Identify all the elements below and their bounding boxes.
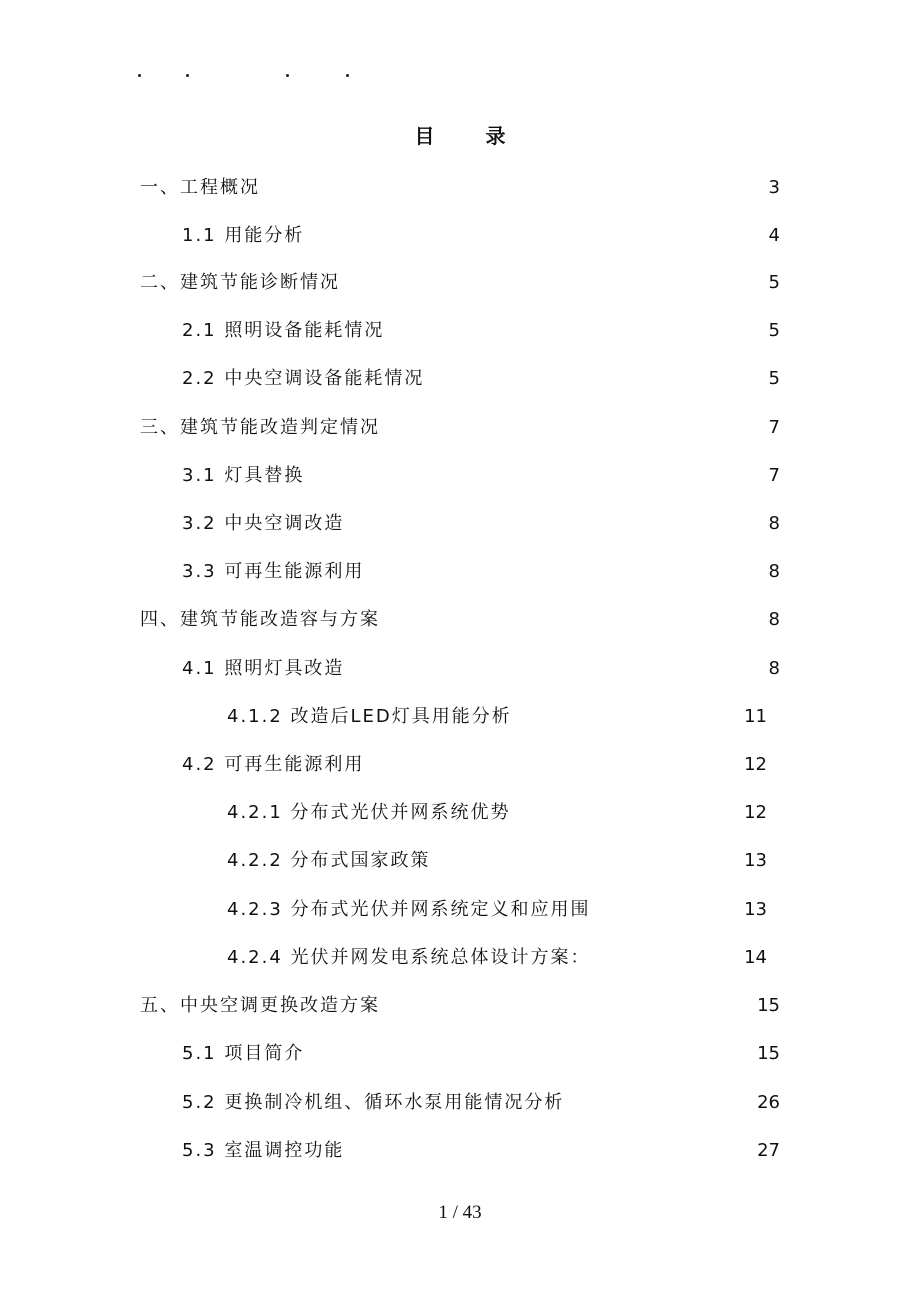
toc-entry-label: 4.2.2 分布式国家政策 [227,850,431,871]
toc-entry-page: 5 [768,368,780,389]
toc-entry[interactable] [182,458,780,488]
toc-entry-page: 15 [757,995,780,1016]
toc-entry[interactable] [182,1085,780,1115]
toc-entry-label: 一、工程概况 [140,177,260,198]
toc-dot-leader [516,705,740,729]
toc-entry-label: 4.2.4 光伏并网发电系统总体设计方案： [227,947,591,968]
toc-entry-page: 5 [768,320,780,341]
toc-entry-label: 5.2 更换制冷机组、循环水泵用能情况分析 [182,1092,565,1113]
toc-entry-label: 4.2.1 分布式光伏并网系统优势 [227,802,511,823]
toc-entry[interactable] [182,747,767,777]
toc-entry-label: 4.1.2 改造后LED灯具用能分析 [227,706,512,727]
toc-entry-page: 12 [744,754,767,775]
toc-entry-label: 3.1 灯具替换 [182,465,305,486]
toc-dot-leader [348,657,764,681]
toc-dot-leader [348,512,764,536]
toc-entry-label: 4.2.3 分布式光伏并网系统定义和应用围 [227,899,591,920]
toc-entry[interactable] [182,218,780,248]
toc-entry[interactable] [182,361,780,391]
toc-entry[interactable] [227,843,767,873]
toc-entry[interactable] [140,265,780,295]
toc-entry-page: 3 [768,177,780,198]
toc-entry[interactable] [227,699,767,729]
toc-entry-page: 7 [768,417,780,438]
toc-dot-leader [428,367,764,391]
toc-entry-page: 8 [768,609,780,630]
toc-entry-page: 27 [757,1140,780,1161]
toc-entry-label: 三、建筑节能改造判定情况 [140,417,380,438]
toc-entry[interactable] [227,795,767,825]
toc-dot-leader [308,464,764,488]
toc-dot-leader [308,1042,753,1066]
toc-entry-page: 12 [744,802,767,823]
toc-entry-label: 1.1 用能分析 [182,225,305,246]
toc-entry[interactable] [182,313,780,343]
toc-entry-page: 8 [768,658,780,679]
toc-entry-label: 3.2 中央空调改造 [182,513,345,534]
toc-entry-page: 5 [768,272,780,293]
toc-dot-leader [344,271,765,295]
toc-entry[interactable] [227,892,767,922]
toc-entry-label: 2.1 照明设备能耗情况 [182,320,385,341]
toc-entry-label: 2.2 中央空调设备能耗情况 [182,368,425,389]
toc-entry[interactable] [140,988,780,1018]
toc-dot-leader [384,994,753,1018]
toc-entry-label: 二、建筑节能诊断情况 [140,272,340,293]
toc-dot-leader [368,560,764,584]
toc-entry-page: 13 [744,899,767,920]
toc-dot-leader [308,224,764,248]
toc-entry-page: 8 [768,513,780,534]
toc-entry-page: 7 [768,465,780,486]
toc-entry-label: 5.1 项目简介 [182,1043,305,1064]
toc-entry[interactable] [140,602,780,632]
toc-dot-leader [384,416,765,440]
toc-entry-page: 8 [768,561,780,582]
toc-entry[interactable] [227,940,767,970]
toc-entry[interactable] [140,410,780,440]
toc-entry[interactable] [140,170,780,200]
toc-dot-leader [368,753,740,777]
toc-dot-leader [384,608,765,632]
toc-dot-leader [435,849,741,873]
page-number: 1 / 43 [438,1202,482,1223]
toc-entry-page: 11 [744,706,767,727]
toc-dot-leader [595,946,741,970]
toc-dot-leader [264,176,765,200]
toc-entry-page: 14 [744,947,767,968]
toc-entry-label: 四、建筑节能改造容与方案 [140,609,380,630]
toc-entry-label: 5.3 室温调控功能 [182,1140,345,1161]
toc-entry-page: 4 [768,225,780,246]
toc-title: 目 录 [414,124,528,148]
toc-entry-label: 4.2 可再生能源利用 [182,754,365,775]
toc-entry-label: 4.1 照明灯具改造 [182,658,345,679]
toc-dot-leader [568,1091,753,1115]
toc-entry-label: 3.3 可再生能源利用 [182,561,365,582]
toc-entry-page: 26 [757,1092,780,1113]
toc-entry[interactable] [182,651,780,681]
toc-entry-page: 15 [757,1043,780,1064]
toc-dot-leader [388,319,764,343]
toc-entry-label: 五、中央空调更换改造方案 [140,995,380,1016]
toc-dot-leader [348,1139,753,1163]
toc-entry[interactable] [182,554,780,584]
toc-dot-leader [595,898,741,922]
toc-entry[interactable] [182,506,780,536]
toc-dot-leader [515,801,741,825]
toc-entry-page: 13 [744,850,767,871]
toc-entry[interactable] [182,1036,780,1066]
toc-entry[interactable] [182,1133,780,1163]
